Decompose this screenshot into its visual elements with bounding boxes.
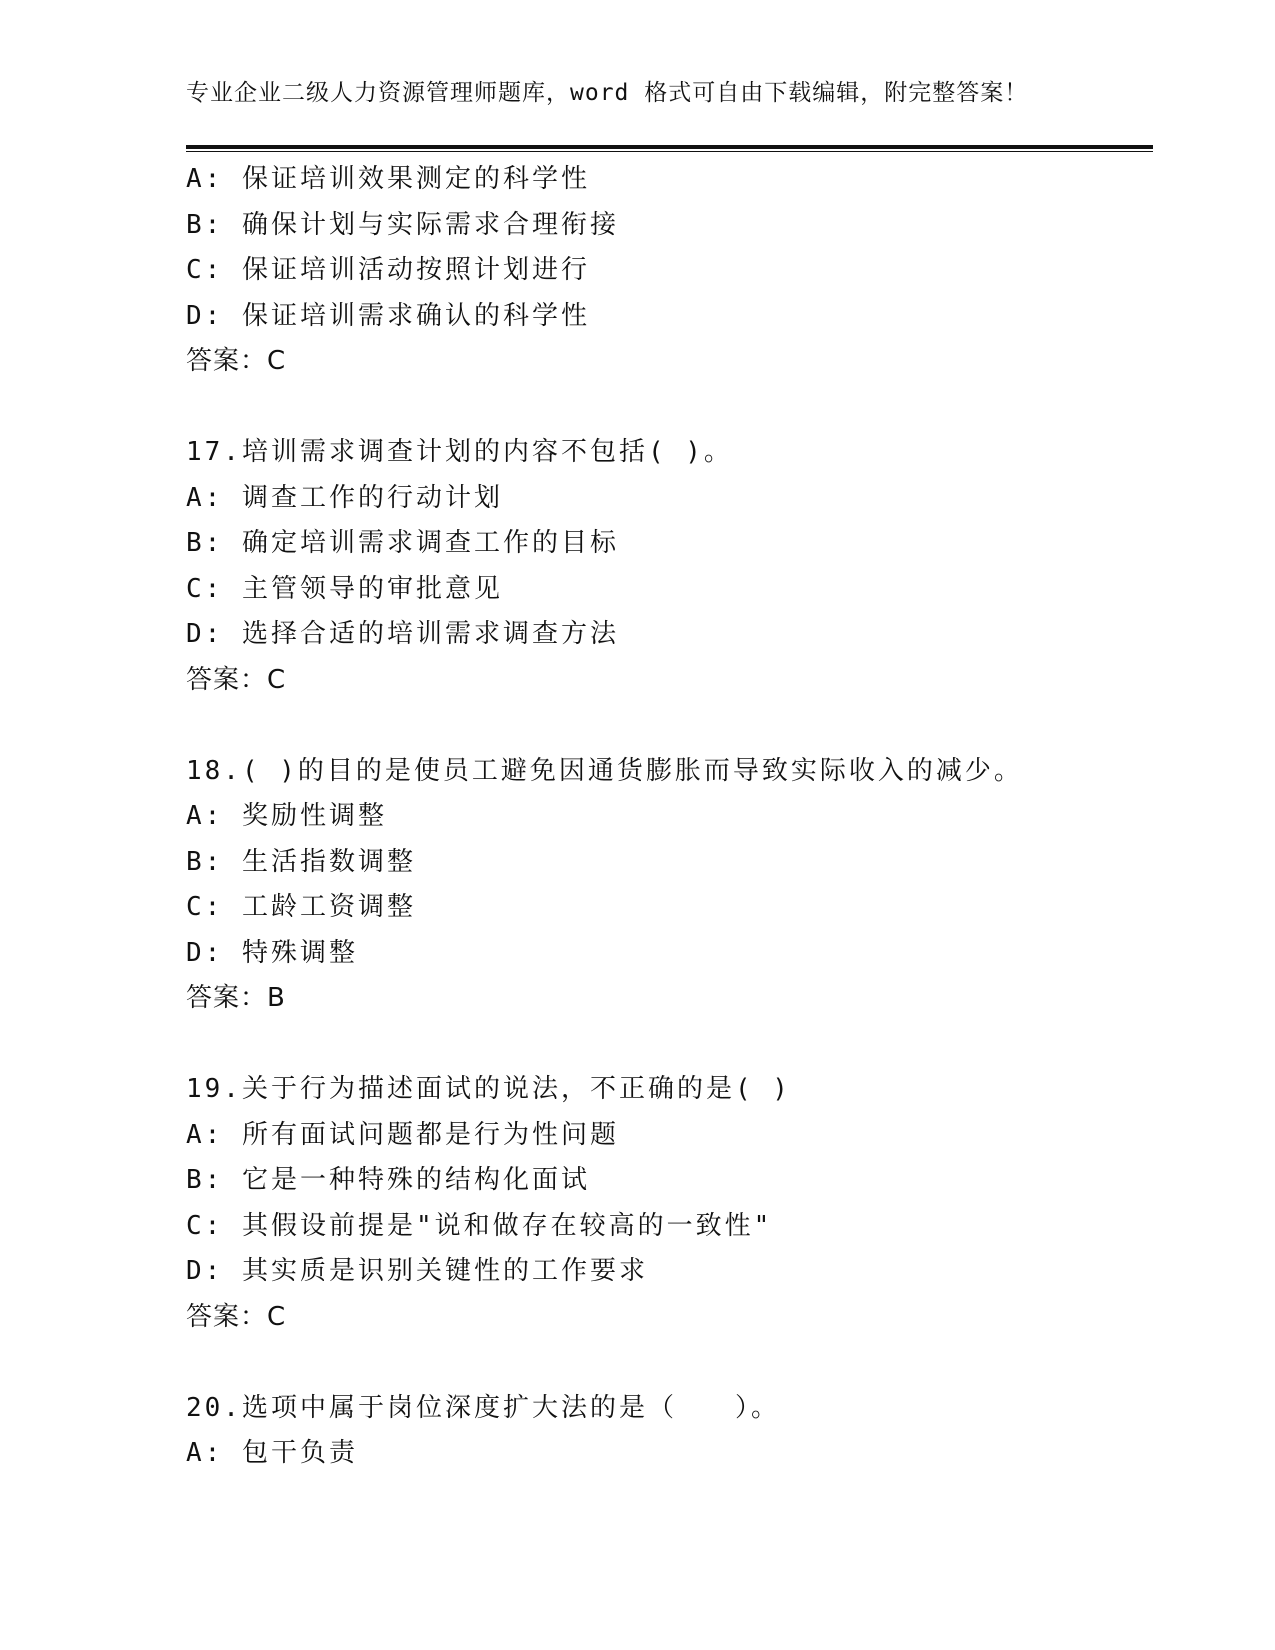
answer-line: 答案：B [186, 983, 286, 1013]
option-d: D: 保证培训需求确认的科学性 [186, 300, 590, 331]
answer-line: 答案：C [186, 346, 287, 376]
option-c: C: 主管领导的审批意见 [186, 573, 503, 604]
question-text: 18.( )的目的是使员工避免因通货膨胀而导致实际收入的减少。 [186, 755, 1023, 786]
option-c: C: 工龄工资调整 [186, 892, 416, 922]
option-d: D: 选择合适的培训需求调查方法 [186, 619, 619, 649]
answer-line: 答案：C [186, 1301, 287, 1332]
option-a: A: 保证培训效果测定的科学性 [186, 164, 590, 194]
page-header: 专业企业二级人力资源管理师题库，word 格式可自由下载编辑，附完整答案！ [186, 80, 1029, 106]
option-b: B: 确定培训需求调查工作的目标 [186, 528, 619, 558]
option-b: B: 确保计划与实际需求合理衔接 [186, 209, 619, 240]
spacer [186, 1340, 1153, 1386]
option-a: A: 奖励性调整 [186, 801, 387, 831]
spacer [186, 703, 1153, 749]
question-text: 20.选项中属于岗位深度扩大法的是（ ）。 [186, 1392, 780, 1423]
option-a: A: 所有面试问题都是行为性问题 [186, 1119, 619, 1150]
answer-line: 答案：C [186, 664, 287, 695]
question-list [186, 157, 1153, 1477]
spacer [186, 385, 1153, 431]
option-d: D: 其实质是识别关键性的工作要求 [186, 1256, 648, 1286]
option-d: D: 特殊调整 [186, 937, 358, 968]
spacer [186, 1022, 1153, 1068]
option-b: B: 生活指数调整 [186, 846, 416, 877]
option-c: C: 保证培训活动按照计划进行 [186, 255, 590, 285]
header-rule-thin [186, 151, 1153, 152]
option-a: A: 调查工作的行动计划 [186, 482, 503, 513]
question-text: 19.关于行为描述面试的说法，不正确的是( ) [186, 1074, 791, 1104]
option-c: C: 其假设前提是"说和做存在较高的一致性" [186, 1210, 773, 1241]
option-a: A: 包干负责 [186, 1438, 358, 1468]
option-b: B: 它是一种特殊的结构化面试 [186, 1165, 590, 1195]
header-rule-thick [186, 145, 1153, 149]
question-text: 17.培训需求调查计划的内容不包括( )。 [186, 437, 733, 467]
